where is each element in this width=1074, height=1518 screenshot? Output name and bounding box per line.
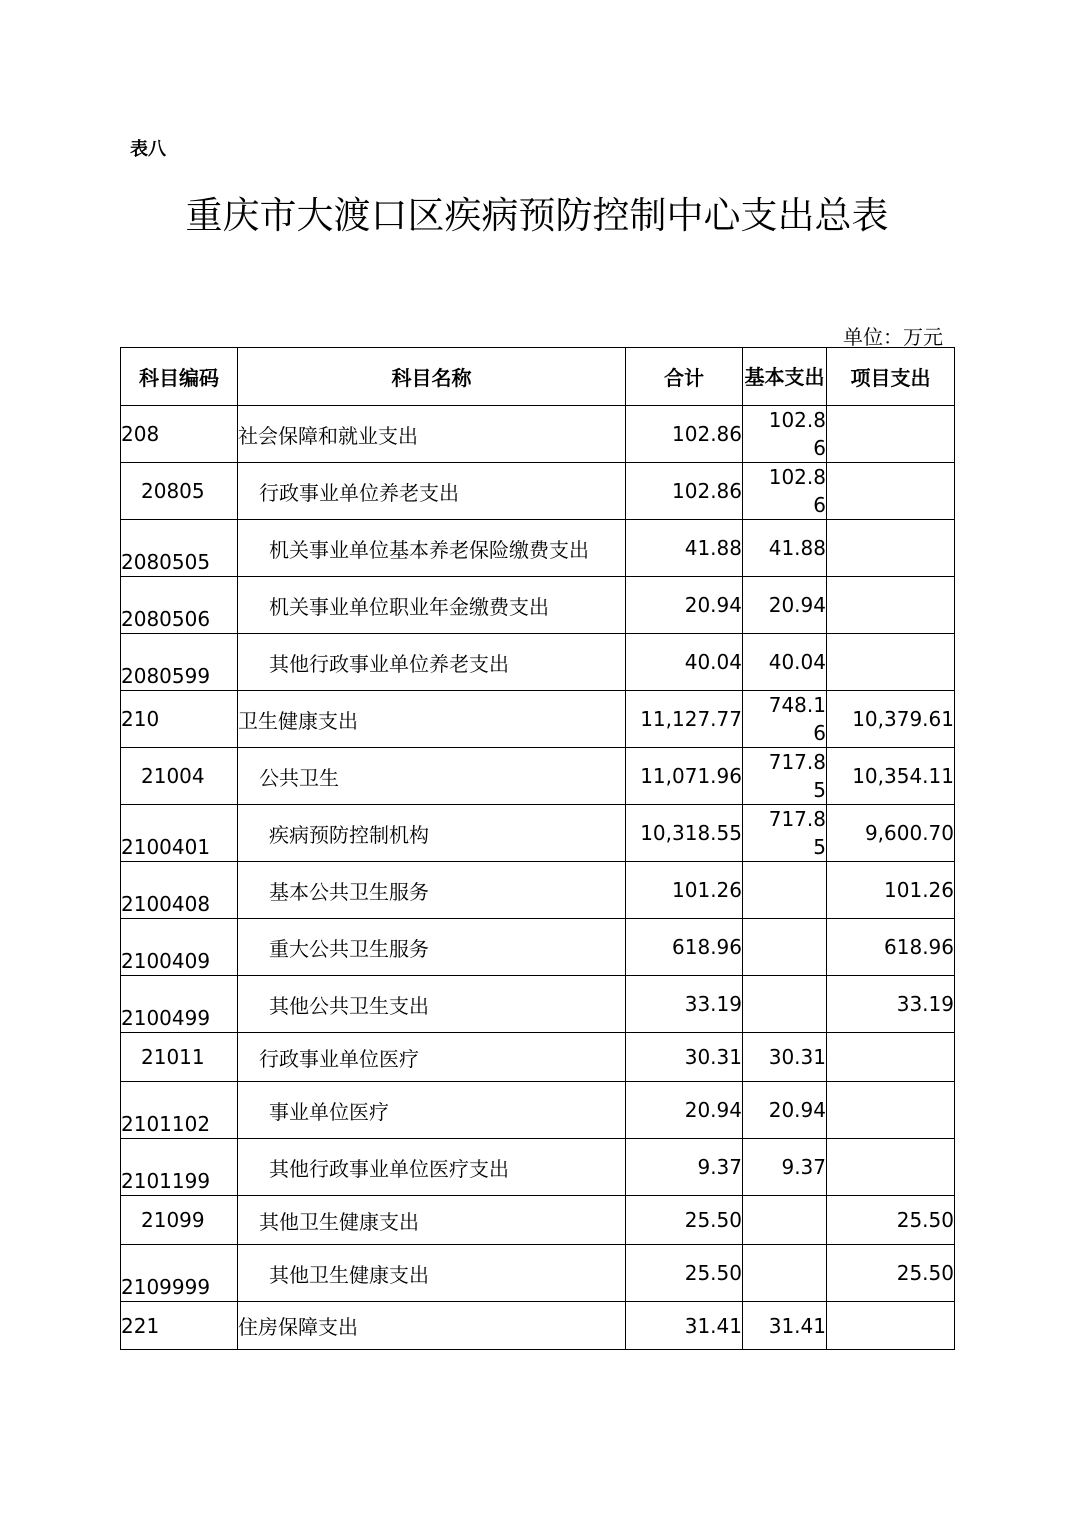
table-row xyxy=(121,463,955,520)
header-code: 科目编码 xyxy=(121,348,238,406)
cell-total: 10,318.55 xyxy=(626,805,743,862)
cell-project xyxy=(827,577,955,634)
cell-code: 2080506 xyxy=(121,577,238,634)
cell-name: 机关事业单位职业年金缴费支出 xyxy=(238,577,626,634)
table-row xyxy=(121,1033,955,1082)
cell-basic: 717.85 xyxy=(743,805,827,862)
table-row xyxy=(121,577,955,634)
cell-basic xyxy=(743,1245,827,1302)
table-row xyxy=(121,805,955,862)
cell-name: 机关事业单位基本养老保险缴费支出 xyxy=(238,520,626,577)
cell-project xyxy=(827,1082,955,1139)
cell-total: 25.50 xyxy=(626,1245,743,1302)
cell-basic: 31.41 xyxy=(743,1302,827,1350)
cell-code: 208 xyxy=(121,406,238,463)
table-row xyxy=(121,919,955,976)
cell-name: 其他卫生健康支出 xyxy=(238,1245,626,1302)
table-body xyxy=(121,406,955,1350)
cell-name: 公共卫生 xyxy=(238,748,626,805)
cell-name: 其他行政事业单位医疗支出 xyxy=(238,1139,626,1196)
table-row xyxy=(121,748,955,805)
cell-project xyxy=(827,463,955,520)
cell-total: 101.26 xyxy=(626,862,743,919)
cell-name: 其他卫生健康支出 xyxy=(238,1196,626,1245)
cell-basic: 102.86 xyxy=(743,463,827,520)
cell-project xyxy=(827,520,955,577)
cell-name: 卫生健康支出 xyxy=(238,691,626,748)
cell-name: 事业单位医疗 xyxy=(238,1082,626,1139)
cell-basic xyxy=(743,919,827,976)
cell-name: 行政事业单位养老支出 xyxy=(238,463,626,520)
cell-code: 2100401 xyxy=(121,805,238,862)
cell-basic: 717.85 xyxy=(743,748,827,805)
table-row xyxy=(121,634,955,691)
cell-name: 基本公共卫生服务 xyxy=(238,862,626,919)
cell-project xyxy=(827,1139,955,1196)
cell-project xyxy=(827,1033,955,1082)
cell-code: 210 xyxy=(121,691,238,748)
table-row xyxy=(121,1302,955,1350)
cell-total: 20.94 xyxy=(626,1082,743,1139)
cell-code: 2109999 xyxy=(121,1245,238,1302)
table-row xyxy=(121,520,955,577)
cell-total: 33.19 xyxy=(626,976,743,1033)
cell-code: 2100408 xyxy=(121,862,238,919)
cell-basic: 20.94 xyxy=(743,577,827,634)
cell-basic xyxy=(743,976,827,1033)
cell-code: 2080505 xyxy=(121,520,238,577)
cell-basic: 20.94 xyxy=(743,1082,827,1139)
cell-basic: 102.86 xyxy=(743,406,827,463)
cell-total: 31.41 xyxy=(626,1302,743,1350)
cell-total: 618.96 xyxy=(626,919,743,976)
cell-name: 疾病预防控制机构 xyxy=(238,805,626,862)
cell-project: 33.19 xyxy=(827,976,955,1033)
header-project: 项目支出 xyxy=(827,348,955,406)
cell-name: 其他行政事业单位养老支出 xyxy=(238,634,626,691)
table-header-row xyxy=(121,348,955,406)
unit-label: 单位：万元 xyxy=(843,325,943,349)
cell-total: 102.86 xyxy=(626,463,743,520)
table-row xyxy=(121,1245,955,1302)
cell-code: 221 xyxy=(121,1302,238,1350)
document-title: 重庆市大渡口区疾病预防控制中心支出总表 xyxy=(185,194,889,237)
table-row xyxy=(121,862,955,919)
cell-basic: 748.16 xyxy=(743,691,827,748)
cell-code: 2100499 xyxy=(121,976,238,1033)
cell-name: 其他公共卫生支出 xyxy=(238,976,626,1033)
cell-project: 9,600.70 xyxy=(827,805,955,862)
cell-basic xyxy=(743,862,827,919)
cell-total: 25.50 xyxy=(626,1196,743,1245)
cell-basic: 41.88 xyxy=(743,520,827,577)
cell-project: 10,379.61 xyxy=(827,691,955,748)
table-row xyxy=(121,691,955,748)
table-row xyxy=(121,1082,955,1139)
cell-project xyxy=(827,1302,955,1350)
table-row xyxy=(121,976,955,1033)
cell-total: 20.94 xyxy=(626,577,743,634)
cell-project xyxy=(827,406,955,463)
cell-total: 11,127.77 xyxy=(626,691,743,748)
cell-project: 25.50 xyxy=(827,1196,955,1245)
cell-total: 102.86 xyxy=(626,406,743,463)
cell-project: 25.50 xyxy=(827,1245,955,1302)
cell-code: 2101102 xyxy=(121,1082,238,1139)
cell-project xyxy=(827,634,955,691)
cell-basic xyxy=(743,1196,827,1245)
table-row xyxy=(121,1196,955,1245)
cell-name: 行政事业单位医疗 xyxy=(238,1033,626,1082)
cell-total: 11,071.96 xyxy=(626,748,743,805)
table-row xyxy=(121,406,955,463)
cell-basic: 40.04 xyxy=(743,634,827,691)
expenditure-table xyxy=(120,347,955,1350)
header-name: 科目名称 xyxy=(238,348,626,406)
cell-name: 社会保障和就业支出 xyxy=(238,406,626,463)
cell-total: 9.37 xyxy=(626,1139,743,1196)
cell-code: 21011 xyxy=(121,1033,238,1082)
cell-project: 101.26 xyxy=(827,862,955,919)
cell-total: 40.04 xyxy=(626,634,743,691)
cell-total: 41.88 xyxy=(626,520,743,577)
cell-code: 21099 xyxy=(121,1196,238,1245)
cell-project: 618.96 xyxy=(827,919,955,976)
cell-total: 30.31 xyxy=(626,1033,743,1082)
cell-code: 2101199 xyxy=(121,1139,238,1196)
header-total: 合计 xyxy=(626,348,743,406)
cell-code: 2100409 xyxy=(121,919,238,976)
cell-basic: 9.37 xyxy=(743,1139,827,1196)
cell-name: 重大公共卫生服务 xyxy=(238,919,626,976)
cell-name: 住房保障支出 xyxy=(238,1302,626,1350)
table-row xyxy=(121,1139,955,1196)
cell-code: 21004 xyxy=(121,748,238,805)
cell-code: 20805 xyxy=(121,463,238,520)
header-basic: 基本支出 xyxy=(743,348,827,406)
cell-project: 10,354.11 xyxy=(827,748,955,805)
document-label: 表八 xyxy=(130,139,166,160)
cell-code: 2080599 xyxy=(121,634,238,691)
cell-basic: 30.31 xyxy=(743,1033,827,1082)
